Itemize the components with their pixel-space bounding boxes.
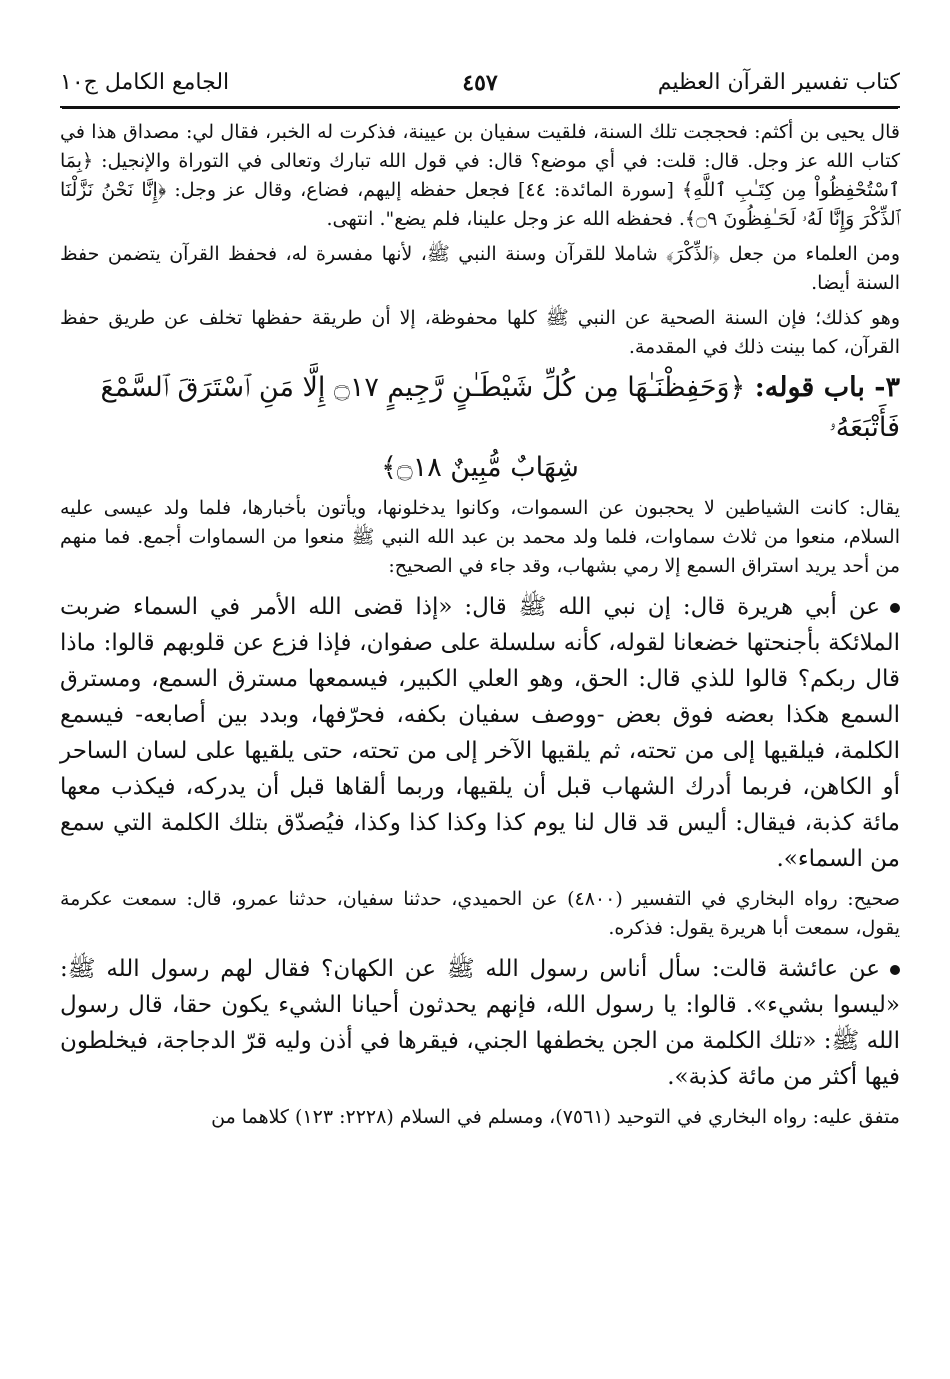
chapter-label: ٣- باب قوله: <box>754 372 900 403</box>
page-number: ٤٥٧ <box>462 70 498 96</box>
chapter-ayah-line-2: شِهَابٌ مُّبِينٌ ۝١٨﴾ <box>381 452 579 483</box>
paragraph-devils-intro: يقال: كانت الشياطين لا يحجبون عن السموات، وكانوا يدخلونها، ويأتون بأخبارها، فلما ولد عيسى عليه السلام، منعوا من ثلاث سماوات، فلما ولد محمد بن عبد الله النبي ﷺ منعوا من السماوات أجمع. فما منهم من أحد يريد استراق السمع إلا رمي بشهاب، وقد جاء في الصحيح: <box>60 497 900 577</box>
hadith-aisha-text: عن عائشة قالت: سأل أناس رسول الله ﷺ عن الكهان؟ فقال لهم رسول الله ﷺ: «ليسوا بشيء». قالوا: يا رسول الله، فإنهم يحدثون أحيانا الشيء يكون حقا، قال رسول الله ﷺ: «تلك الكلمة من الجن يخطفها الجني، فيقرها في أذن وليه قرّ الدجاجة، فيخلطون فيها أكثر من مائة كذبة». <box>60 956 900 1090</box>
page-header <box>60 50 900 108</box>
book-page <box>60 50 900 1132</box>
hadith-abu-hurayra-text: عن أبي هريرة قال: إن نبي الله ﷺ قال: «إذا قضى الله الأمر في السماء ضربت الملائكة بأجنحتها خضعانا لقوله، كأنه سلسلة على صفوان، فإذا فزع عن قلوبهم قالوا: ماذا قال ربكم؟ قالوا للذي قال: الحق، وهو العلي الكبير، فيسمعها مسترق السمع، ومسترق السمع هكذا بعضه فوق بعض -ووصف سفيان بكفه، فحرّفها، وبدد بين أصابعه- فيسمع الكلمة، فيلقيها إلى من تحته، ثم يلقيها الآخر إلى من تحته، حتى يلقيها على لسان الساحر أو الكاهن، فربما أدرك الشهاب قبل أن يلقيها، وربما ألقاها قبل أن يدركه، فيكذب معها مائة كذبة، فيقال: أليس قد قال لنا يوم كذا وكذا كذا وكذا، فيُصدّق بتلك الكلمة التي سمع من السماء». <box>60 594 900 872</box>
chapter-heading <box>60 368 900 488</box>
hadith-abu-hurayra <box>60 589 900 877</box>
bullet-icon <box>890 603 900 613</box>
book-title: كتاب تفسير القرآن العظيم <box>657 70 900 95</box>
page-body <box>60 108 900 1132</box>
paragraph-dhikr-scholars: ومن العلماء من جعل ﴿ٱلذِّكْرَ﴾ شاملا للقرآن وسنة النبي ﷺ، لأنها مفسرة له، فحفظ القرآن يتضمن حفظ السنة أيضا. <box>60 243 900 294</box>
volume-title: الجامع الكامل ج١٠ <box>60 70 230 95</box>
takhrij-muttafaq: متفق عليه: رواه البخاري في التوحيد (٧٥٦١)، ومسلم في السلام (٢٢٢٨: ١٢٣) كلاهما من <box>211 1106 900 1128</box>
hadith-aisha <box>60 951 900 1095</box>
chapter-ayah-line-1: ﴿وَحَفِظْنَـٰهَا مِن كُلِّ شَيْطَـٰنٍ رَّجِيمٍ ۝١٧ إِلَّا مَنِ ٱسْتَرَقَ ٱلسَّمْعَ فَأَتْبَعَهُۥ <box>100 372 900 443</box>
paragraph-sunnah-preserved: وهو كذلك؛ فإن السنة الصحية عن النبي ﷺ كلها محفوظة، إلا أن طريقة حفظها تخلف عن طريق حفظ القرآن، كما بينت ذلك في المقدمة. <box>60 307 900 358</box>
paragraph-yahya-quote: قال يحيى بن أكثم: فحججت تلك السنة، فلقيت سفيان بن عيينة، فذكرت له الخبر، فقال لي: مصداق هذا في كتاب الله عز وجل. قال: قلت: في أي موضع؟ قال: في قول الله تبارك وتعالى في التوراة والإنجيل: ﴿بِمَا ٱسْتُحْفِظُواْ مِن كِتَـٰبِ ٱللَّهِ﴾ [سورة المائدة: ٤٤] فجعل حفظه إليهم، فضاع، وقال عز وجل: ﴿إِنَّا نَحْنُ نَزَّلْنَا ٱلذِّكْرَ وَإِنَّا لَهُۥ لَحَـٰفِظُونَ ۝٩﴾. فحفظه الله عز وجل علينا، فلم يضع". انتهى. <box>60 121 901 230</box>
takhrij-bukhari-tafsir: صحيح: رواه البخاري في التفسير (٤٨٠٠) عن الحميدي، حدثنا سفيان، حدثنا عمرو، قال: سمعت عكرمة يقول، سمعت أبا هريرة يقول: فذكره. <box>60 888 900 939</box>
bullet-icon <box>890 965 900 975</box>
